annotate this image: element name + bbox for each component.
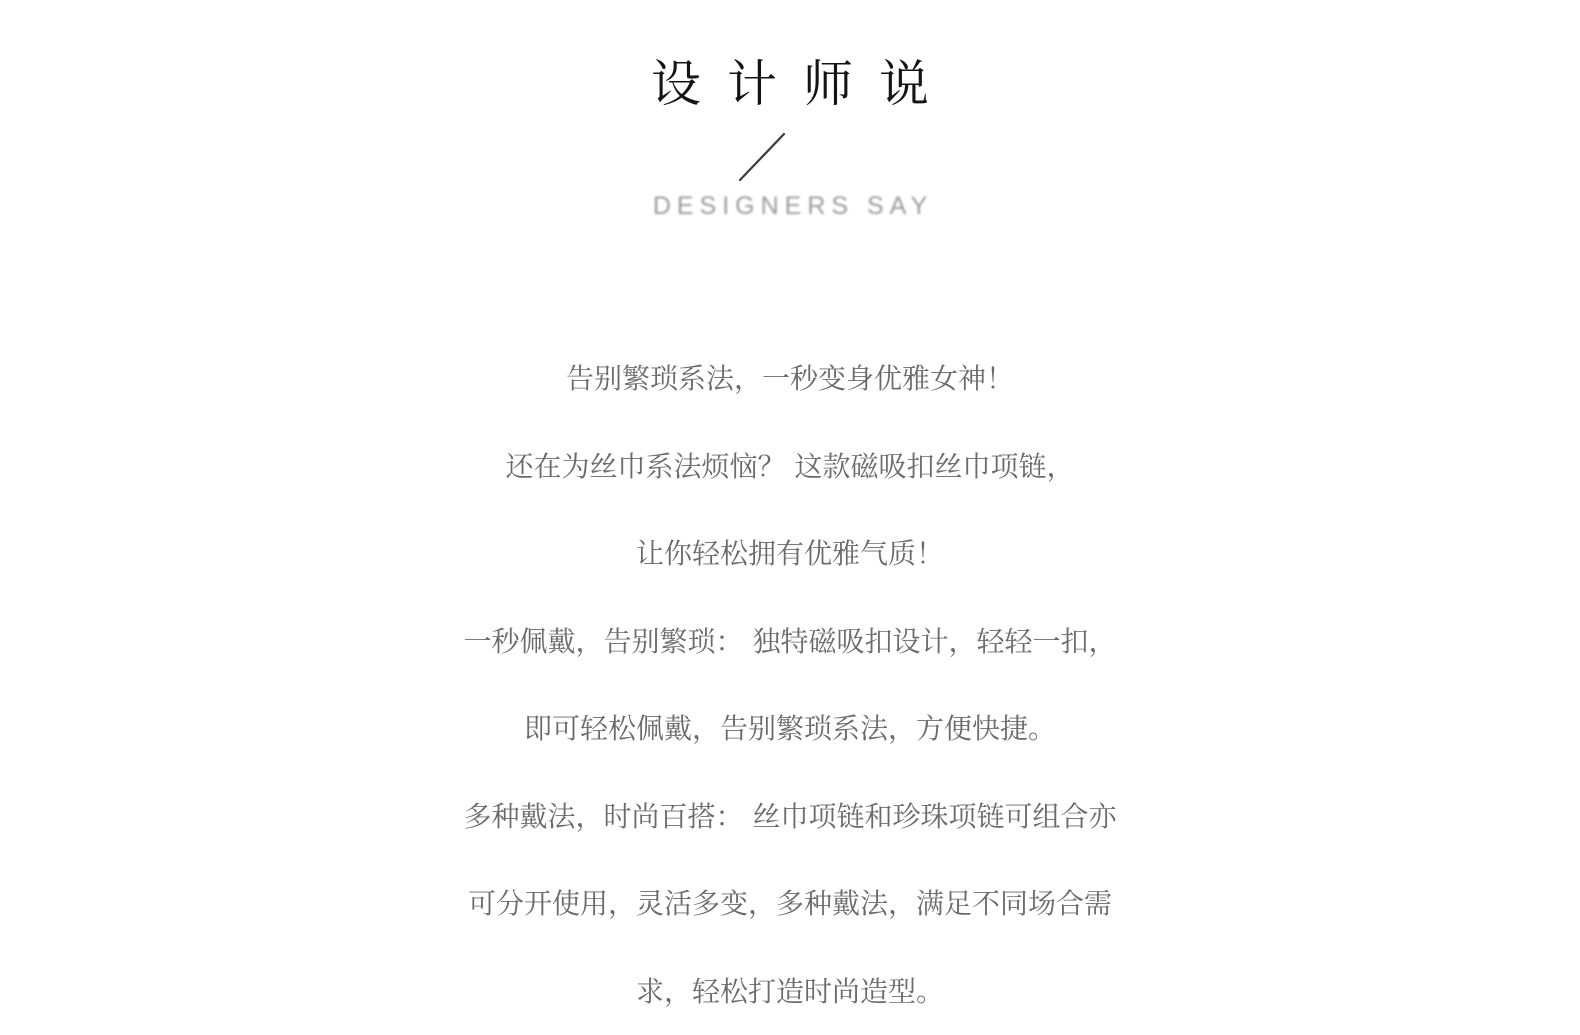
section-subtitle: DESIGNERS SAY	[0, 190, 1580, 222]
description-line: 即可轻松佩戴，告别繁琐系法，方便快捷。	[0, 685, 1580, 773]
slash-divider-icon	[738, 132, 786, 182]
description-line: 可分开使用，灵活多变，多种戴法，满足不同场合需	[0, 860, 1580, 948]
description-line: 求，轻松打造时尚造型。	[0, 948, 1580, 1035]
section-title: 设计师说	[0, 52, 1580, 116]
description-line: 告别繁琐系法，一秒变身优雅女神！	[0, 335, 1580, 423]
description-line: 多种戴法，时尚百搭： 丝巾项链和珍珠项链可组合亦	[0, 773, 1580, 861]
description-text	[0, 335, 1580, 1035]
description-line: 让你轻松拥有优雅气质！	[0, 510, 1580, 598]
description-line: 还在为丝巾系法烦恼？ 这款磁吸扣丝巾项链，	[0, 423, 1580, 511]
description-line: 一秒佩戴，告别繁琐： 独特磁吸扣设计，轻轻一扣，	[0, 598, 1580, 686]
